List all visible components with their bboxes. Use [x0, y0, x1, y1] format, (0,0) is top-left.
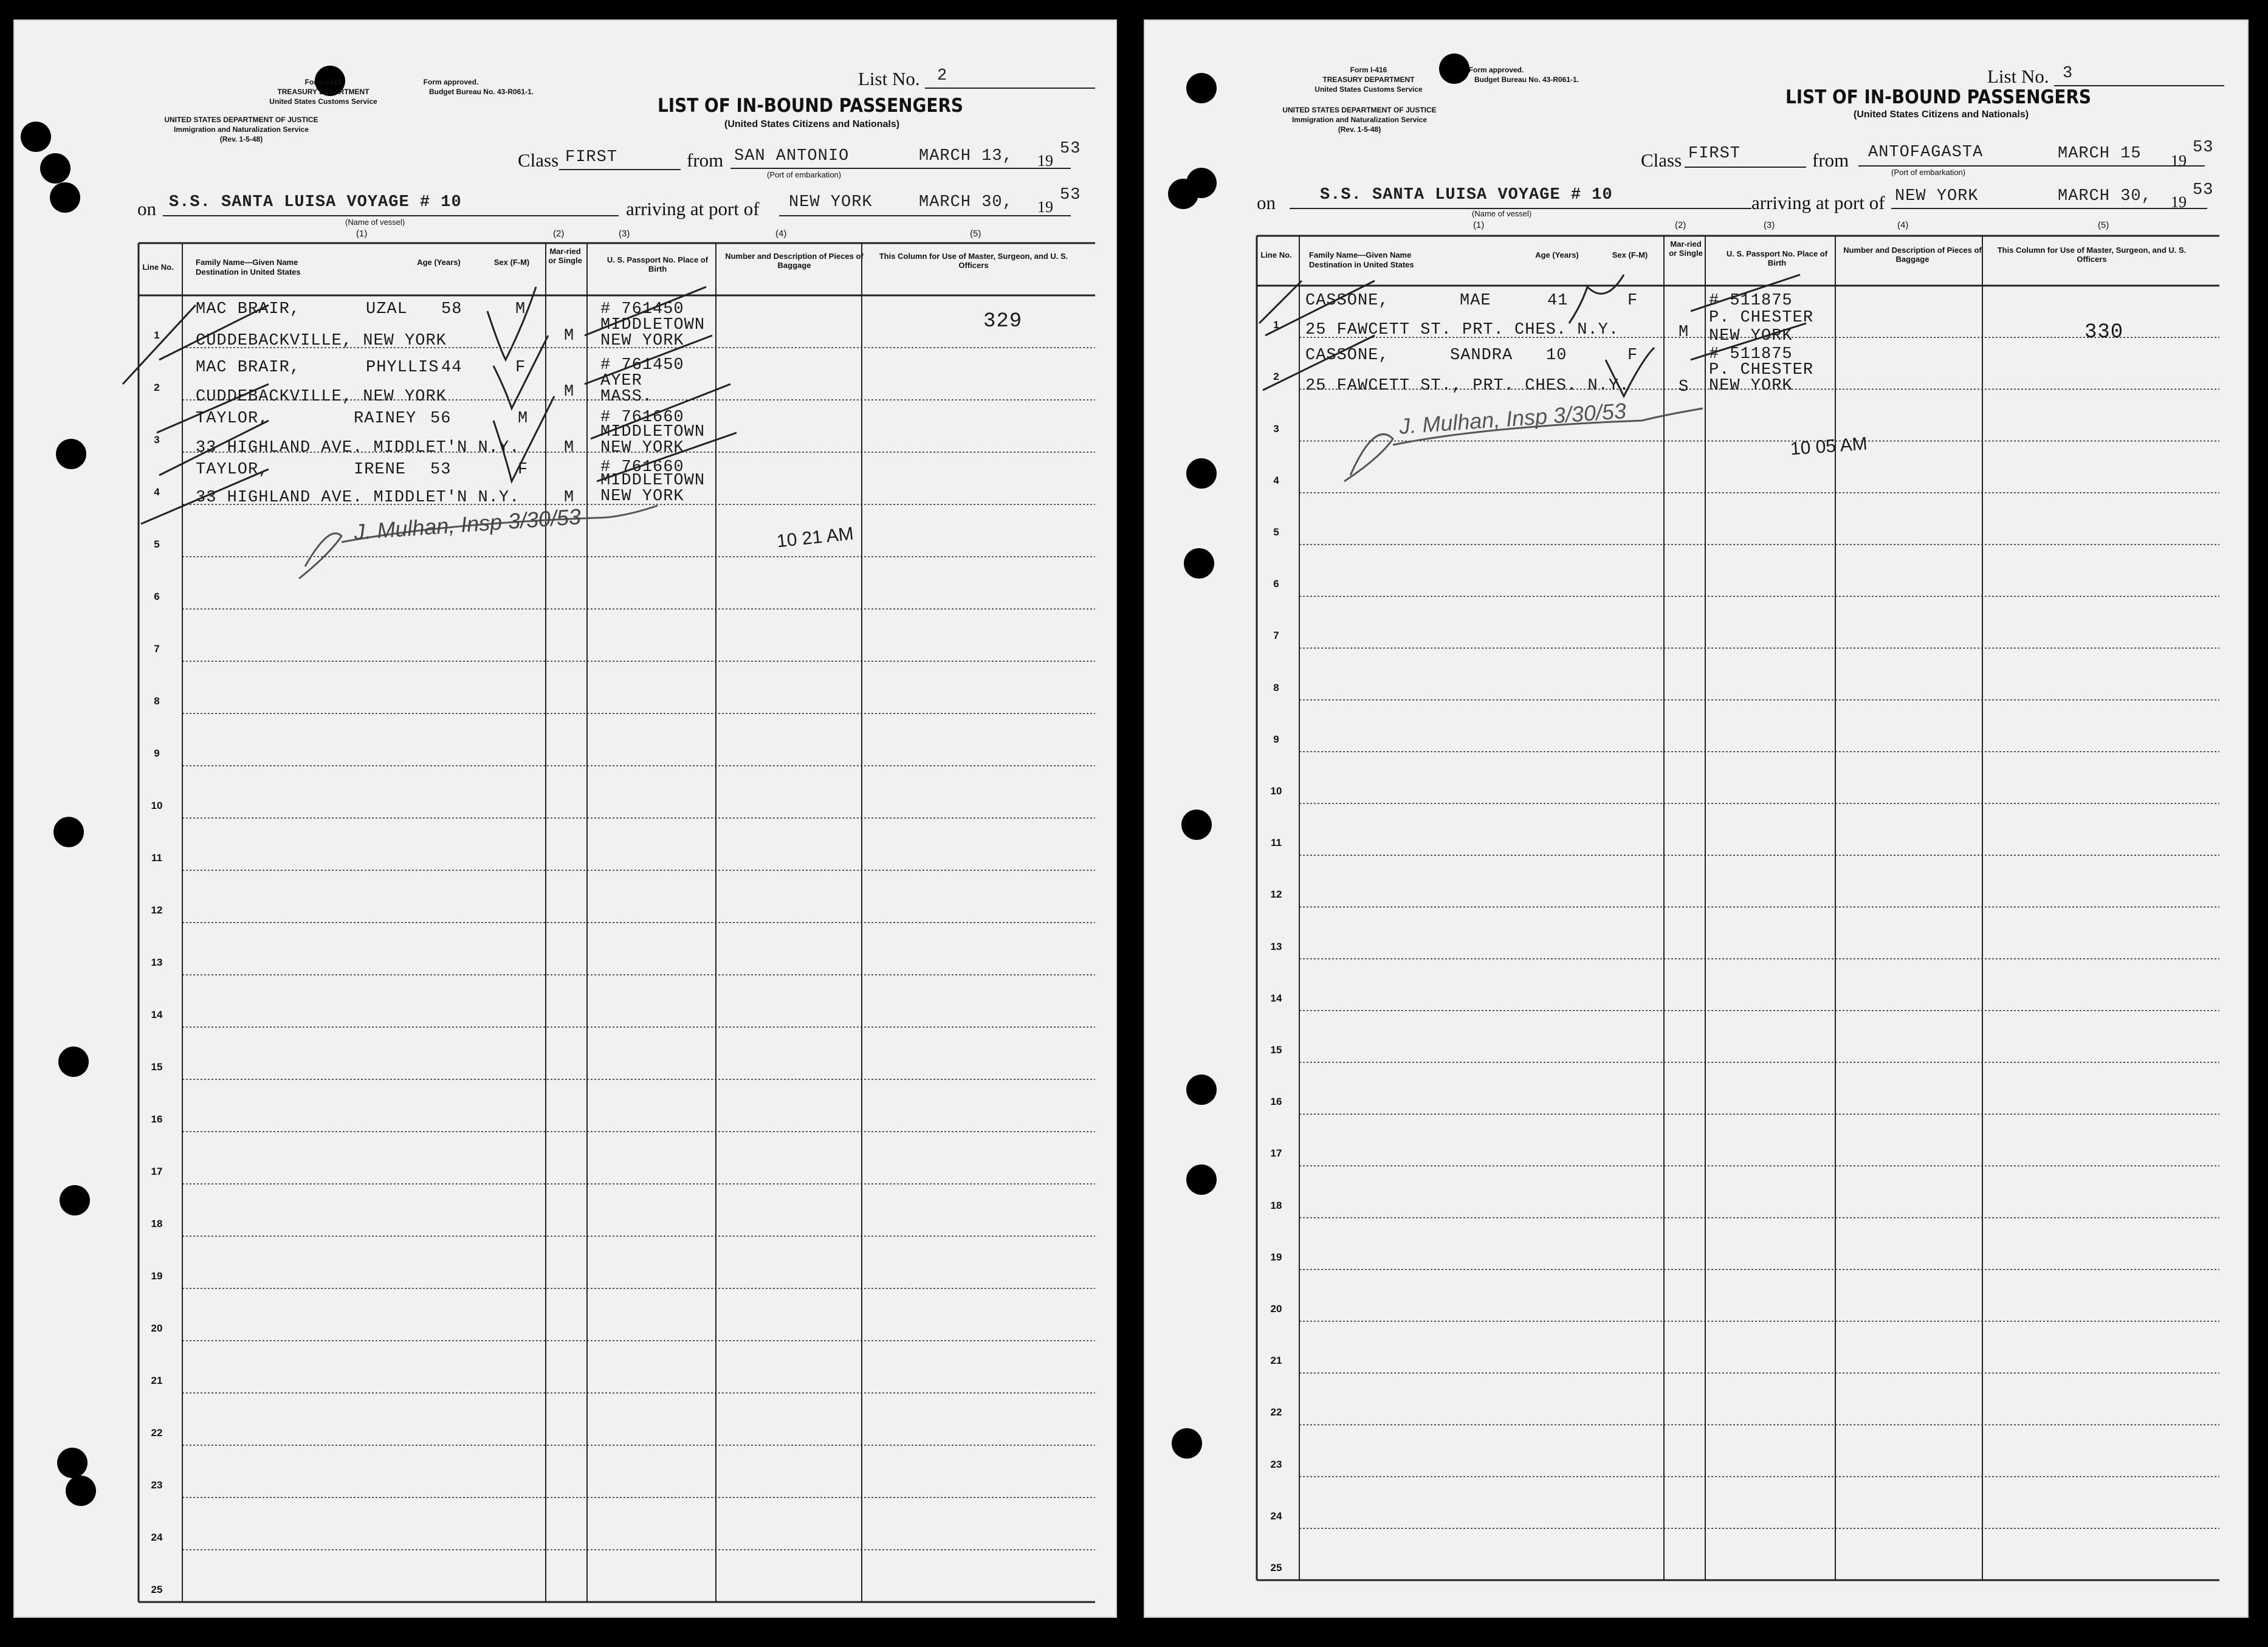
line-number: 4 [1273, 474, 1279, 486]
entry-sex: M [515, 300, 526, 318]
list-no-value: 3 [2063, 64, 2074, 83]
col3-number: (3) [1764, 220, 1775, 230]
col5-number: (5) [2098, 220, 2109, 230]
col-age: Age (Years) [1535, 250, 1579, 260]
entry-birth-state: NEW YORK [1709, 327, 1793, 345]
line-number: 14 [151, 1009, 163, 1020]
form-number: Form I-416 [304, 78, 342, 86]
line-number: 17 [151, 1166, 163, 1177]
line-number: 1 [1273, 319, 1279, 331]
entry-age: 58 [441, 300, 462, 318]
col-sex: Sex (F-M) [1612, 250, 1648, 260]
entry-married: M [1679, 323, 1689, 342]
inspector-signature: J. Mulhan, Insp 3/30/53 [1398, 397, 1627, 439]
line-number: 24 [1270, 1510, 1282, 1522]
from-label: from [687, 150, 724, 171]
embark-date: MARCH 15 [2058, 145, 2142, 163]
entry-destination: 25 FAWCETT ST. PRT. CHES. N.Y. [1305, 321, 1620, 339]
entry-given: RAINEY [354, 410, 417, 428]
line-number: 21 [1270, 1355, 1282, 1367]
year-prefix: 19 [1037, 152, 1053, 170]
line-number: 22 [151, 1427, 163, 1439]
col-married: Mar-ried or Single [1669, 239, 1703, 258]
line-number: 8 [154, 695, 160, 707]
form-approved: Form approved. [1468, 66, 1524, 74]
entry-birth: MIDDLETOWN [600, 472, 706, 490]
entry-birth: MIDDLETOWN [600, 423, 706, 441]
line-number: 11 [151, 852, 162, 864]
entry-married: S [1679, 378, 1689, 396]
form-subtitle: (United States Citizens and Nationals) [1854, 109, 2029, 120]
entry-birth-state: NEW YORK [600, 332, 684, 350]
arriving-label: arriving at port of [1751, 192, 1885, 213]
line-number: 18 [1270, 1199, 1282, 1211]
embark-date: MARCH 13, [919, 147, 1013, 165]
embark-note: (Port of embarkation) [767, 170, 842, 179]
entry-given: UZAL [366, 300, 408, 318]
entry-passport: # 761660 [600, 408, 684, 427]
entry-destination: 25 FAWCETT ST., PRT. CHES. N.Y. [1305, 377, 1630, 395]
arrival-year: 53 [2193, 181, 2214, 199]
entry-birth: P. CHESTER [1709, 309, 1814, 327]
budget-bureau: Budget Bureau No. 43-R061-1. [1474, 75, 1579, 84]
line-number: 13 [1270, 940, 1282, 952]
manifest-page-left [13, 19, 1117, 1618]
line-number: 14 [1270, 992, 1282, 1004]
line-number: 2 [154, 382, 160, 393]
col5-number: (5) [970, 229, 981, 239]
embark-note: (Port of embarkation) [1891, 168, 1966, 177]
form-title: LIST OF IN-BOUND PASSENGERS [658, 95, 964, 117]
ins-heading: Immigration and Naturalization Service [1291, 115, 1428, 124]
line-number: 2 [1273, 371, 1279, 383]
line-number: 7 [1273, 630, 1279, 642]
entry-given: MAE [1460, 292, 1491, 310]
col-name: Family Name—Given Name [196, 258, 298, 267]
vessel-note: (Name of vessel) [345, 218, 405, 227]
entry-passport: # 761450 [600, 356, 684, 374]
entry-birth: AYER [600, 372, 642, 390]
col-passport: U. S. Passport No. Place of Birth [1726, 249, 1828, 267]
entry-birth: MIDDLETOWN [600, 316, 706, 334]
line-number: 12 [1270, 889, 1282, 901]
rev-date: (Rev. 1-5-48) [1338, 125, 1381, 134]
entry-name: MAC BRAIR, [196, 359, 301, 377]
line-number: 10 [1270, 785, 1282, 797]
embark-port: SAN ANTONIO [734, 147, 850, 165]
treasury-dept: TREASURY DEPARTMENT [1322, 75, 1415, 84]
arrival-port: NEW YORK [1895, 187, 1979, 205]
line-number: 1 [154, 329, 160, 341]
entry-given: SANDRA [1450, 346, 1513, 365]
on-label: on [137, 198, 156, 219]
col-officers: This Column for Use of Master, Surgeon, and U. S. Officers [879, 252, 1068, 270]
line-number: 4 [154, 486, 160, 498]
treasury-dept: TREASURY DEPARTMENT [277, 88, 369, 96]
entry-age: 10 [1546, 346, 1567, 365]
entry-given: IRENE [354, 461, 407, 479]
list-no-label: List No. [1987, 66, 2049, 87]
year-prefix: 19 [2171, 193, 2187, 211]
year-prefix: 19 [1037, 198, 1053, 216]
official-number: 330 [2084, 321, 2124, 344]
form-title: LIST OF IN-BOUND PASSENGERS [1785, 86, 2092, 108]
col-destination: Destination in United States [1309, 260, 1414, 269]
entry-name: TAYLOR, [196, 410, 269, 428]
col2-number: (2) [553, 229, 565, 239]
col3-number: (3) [619, 229, 630, 239]
entry-sex: M [518, 410, 529, 428]
embark-port: ANTOFAGASTA [1868, 143, 1984, 162]
entry-birth-state: NEW YORK [600, 439, 684, 457]
vessel-name: S.S. SANTA LUISA VOYAGE # 10 [1320, 186, 1613, 204]
line-number: 23 [151, 1479, 163, 1491]
class-label: Class [518, 150, 559, 171]
doj-heading: UNITED STATES DEPARTMENT OF JUSTICE [164, 115, 318, 124]
entry-name: CASSONE, [1305, 346, 1389, 365]
line-number: 16 [1270, 1096, 1282, 1108]
inspection-time: 10 21 AM [775, 523, 855, 552]
col-name: Family Name—Given Name [1309, 250, 1412, 260]
entry-sex: F [515, 359, 526, 377]
entry-married: M [564, 383, 575, 401]
inspector-check-marks [13, 19, 1117, 1618]
form-approved: Form approved. [423, 78, 479, 86]
entry-sex: F [1627, 292, 1638, 310]
arrival-port: NEW YORK [789, 193, 873, 211]
entry-destination: 33 HIGHLAND AVE. MIDDLET'N N.Y. [196, 439, 520, 457]
line-number: 17 [1270, 1147, 1282, 1160]
doj-heading: UNITED STATES DEPARTMENT OF JUSTICE [1282, 106, 1437, 114]
inspector-check-marks [1144, 19, 2249, 1618]
line-number: 12 [151, 904, 163, 916]
line-number: 16 [151, 1113, 163, 1125]
col-sex: Sex (F-M) [493, 258, 530, 267]
line-number: 9 [154, 748, 160, 759]
line-number: 15 [151, 1061, 163, 1073]
entry-married: M [564, 439, 575, 457]
list-no-label: List No. [858, 68, 920, 89]
entry-birth-state: MASS. [600, 388, 653, 406]
embark-year: 53 [1060, 140, 1081, 158]
vessel-name: S.S. SANTA LUISA VOYAGE # 10 [169, 193, 462, 211]
line-number: 24 [151, 1532, 163, 1543]
entry-sex: F [518, 461, 529, 479]
entry-passport: # 761450 [600, 300, 684, 318]
col4-number: (4) [1897, 220, 1909, 230]
line-number: 19 [1270, 1251, 1282, 1263]
line-number: 6 [154, 591, 160, 602]
form-subtitle: (United States Citizens and Nationals) [724, 119, 900, 129]
embark-year: 53 [2193, 139, 2214, 157]
entry-destination: 33 HIGHLAND AVE. MIDDLET'N N.Y. [196, 489, 520, 507]
col1-number: (1) [356, 229, 368, 239]
official-number: 329 [983, 310, 1023, 333]
line-number: 20 [1270, 1303, 1282, 1315]
entry-age: 44 [441, 359, 462, 377]
entry-married: M [564, 489, 575, 507]
line-number: 5 [1273, 526, 1279, 538]
class-label: Class [1641, 150, 1682, 171]
line-number: 11 [1271, 837, 1282, 849]
line-number: 18 [151, 1218, 163, 1229]
from-label: from [1812, 150, 1849, 171]
line-number: 7 [154, 643, 160, 655]
arrival-date: MARCH 30, [2058, 187, 2152, 205]
line-number: 10 [151, 800, 163, 811]
entry-birth-state: NEW YORK [1709, 377, 1793, 395]
entry-married: M [564, 327, 575, 345]
col-baggage: Number and Description of Pieces of Baggage [1843, 246, 1982, 264]
inspector-signature: J. Mulhan, Insp 3/30/53 [352, 503, 582, 545]
entry-destination: CUDDEBACKVILLE, NEW YORK [196, 388, 447, 406]
entry-age: 41 [1547, 292, 1569, 310]
col2-number: (2) [1675, 220, 1686, 230]
arriving-label: arriving at port of [626, 198, 760, 219]
col-passport: U. S. Passport No. Place of Birth [607, 255, 709, 273]
line-number: 15 [1270, 1044, 1282, 1056]
col-line-no: Line No. [1260, 250, 1292, 260]
line-number: 21 [151, 1375, 163, 1386]
col-line-no: Line No. [142, 263, 174, 272]
ins-heading: Immigration and Naturalization Service [173, 125, 309, 134]
on-label: on [1257, 192, 1276, 213]
year-prefix: 19 [2171, 152, 2187, 170]
line-number: 25 [1270, 1562, 1282, 1573]
line-number: 3 [1273, 422, 1279, 435]
line-number: 20 [151, 1322, 163, 1334]
col-age: Age (Years) [417, 258, 461, 267]
col-officers: This Column for Use of Master, Surgeon, and U. S. Officers [1997, 246, 2187, 264]
entry-birth-state: NEW YORK [600, 487, 684, 506]
line-number: 22 [1270, 1406, 1282, 1418]
line-number: 13 [151, 957, 163, 968]
entry-passport: # 761660 [600, 458, 684, 476]
class-value: FIRST [565, 148, 618, 167]
line-number: 6 [1273, 578, 1279, 590]
list-no-value: 2 [937, 67, 948, 85]
inspection-time: 10 05 AM [1789, 433, 1868, 459]
col-married: Mar-ried or Single [548, 247, 582, 265]
line-number: 5 [154, 538, 160, 550]
entry-age: 53 [430, 461, 452, 479]
budget-bureau: Budget Bureau No. 43-R061-1. [428, 88, 534, 96]
entry-name: TAYLOR, [196, 461, 269, 479]
manifest-page-right [1144, 19, 2249, 1618]
line-number: 23 [1270, 1458, 1282, 1470]
arrival-date: MARCH 30, [919, 193, 1013, 211]
arrival-year: 53 [1060, 186, 1081, 204]
line-number: 25 [151, 1584, 163, 1595]
entry-passport: # 511875 [1709, 292, 1793, 310]
entry-name: CASSONE, [1305, 292, 1389, 310]
col1-number: (1) [1473, 220, 1485, 230]
vessel-note: (Name of vessel) [1472, 209, 1532, 218]
line-number: 19 [151, 1270, 163, 1282]
customs-service: United States Customs Service [1314, 85, 1423, 94]
col4-number: (4) [775, 229, 787, 239]
col-baggage: Number and Description of Pieces of Baggage [725, 252, 864, 270]
line-number: 3 [154, 434, 160, 445]
entry-name: MAC BRAIR, [196, 300, 301, 318]
entry-passport: # 511875 [1709, 345, 1793, 363]
col-destination: Destination in United States [196, 267, 301, 277]
entry-destination: CUDDEBACKVILLE, NEW YORK [196, 332, 447, 350]
entry-birth: P. CHESTER [1709, 361, 1814, 379]
class-value: FIRST [1688, 145, 1741, 163]
entry-age: 56 [430, 410, 452, 428]
entry-sex: F [1627, 346, 1638, 365]
line-number: 9 [1273, 733, 1279, 745]
form-number: Form I-416 [1350, 66, 1387, 74]
entry-given: PHYLLIS [366, 359, 439, 377]
customs-service: United States Customs Service [269, 97, 377, 106]
line-number: 8 [1273, 681, 1279, 693]
rev-date: (Rev. 1-5-48) [219, 135, 263, 143]
